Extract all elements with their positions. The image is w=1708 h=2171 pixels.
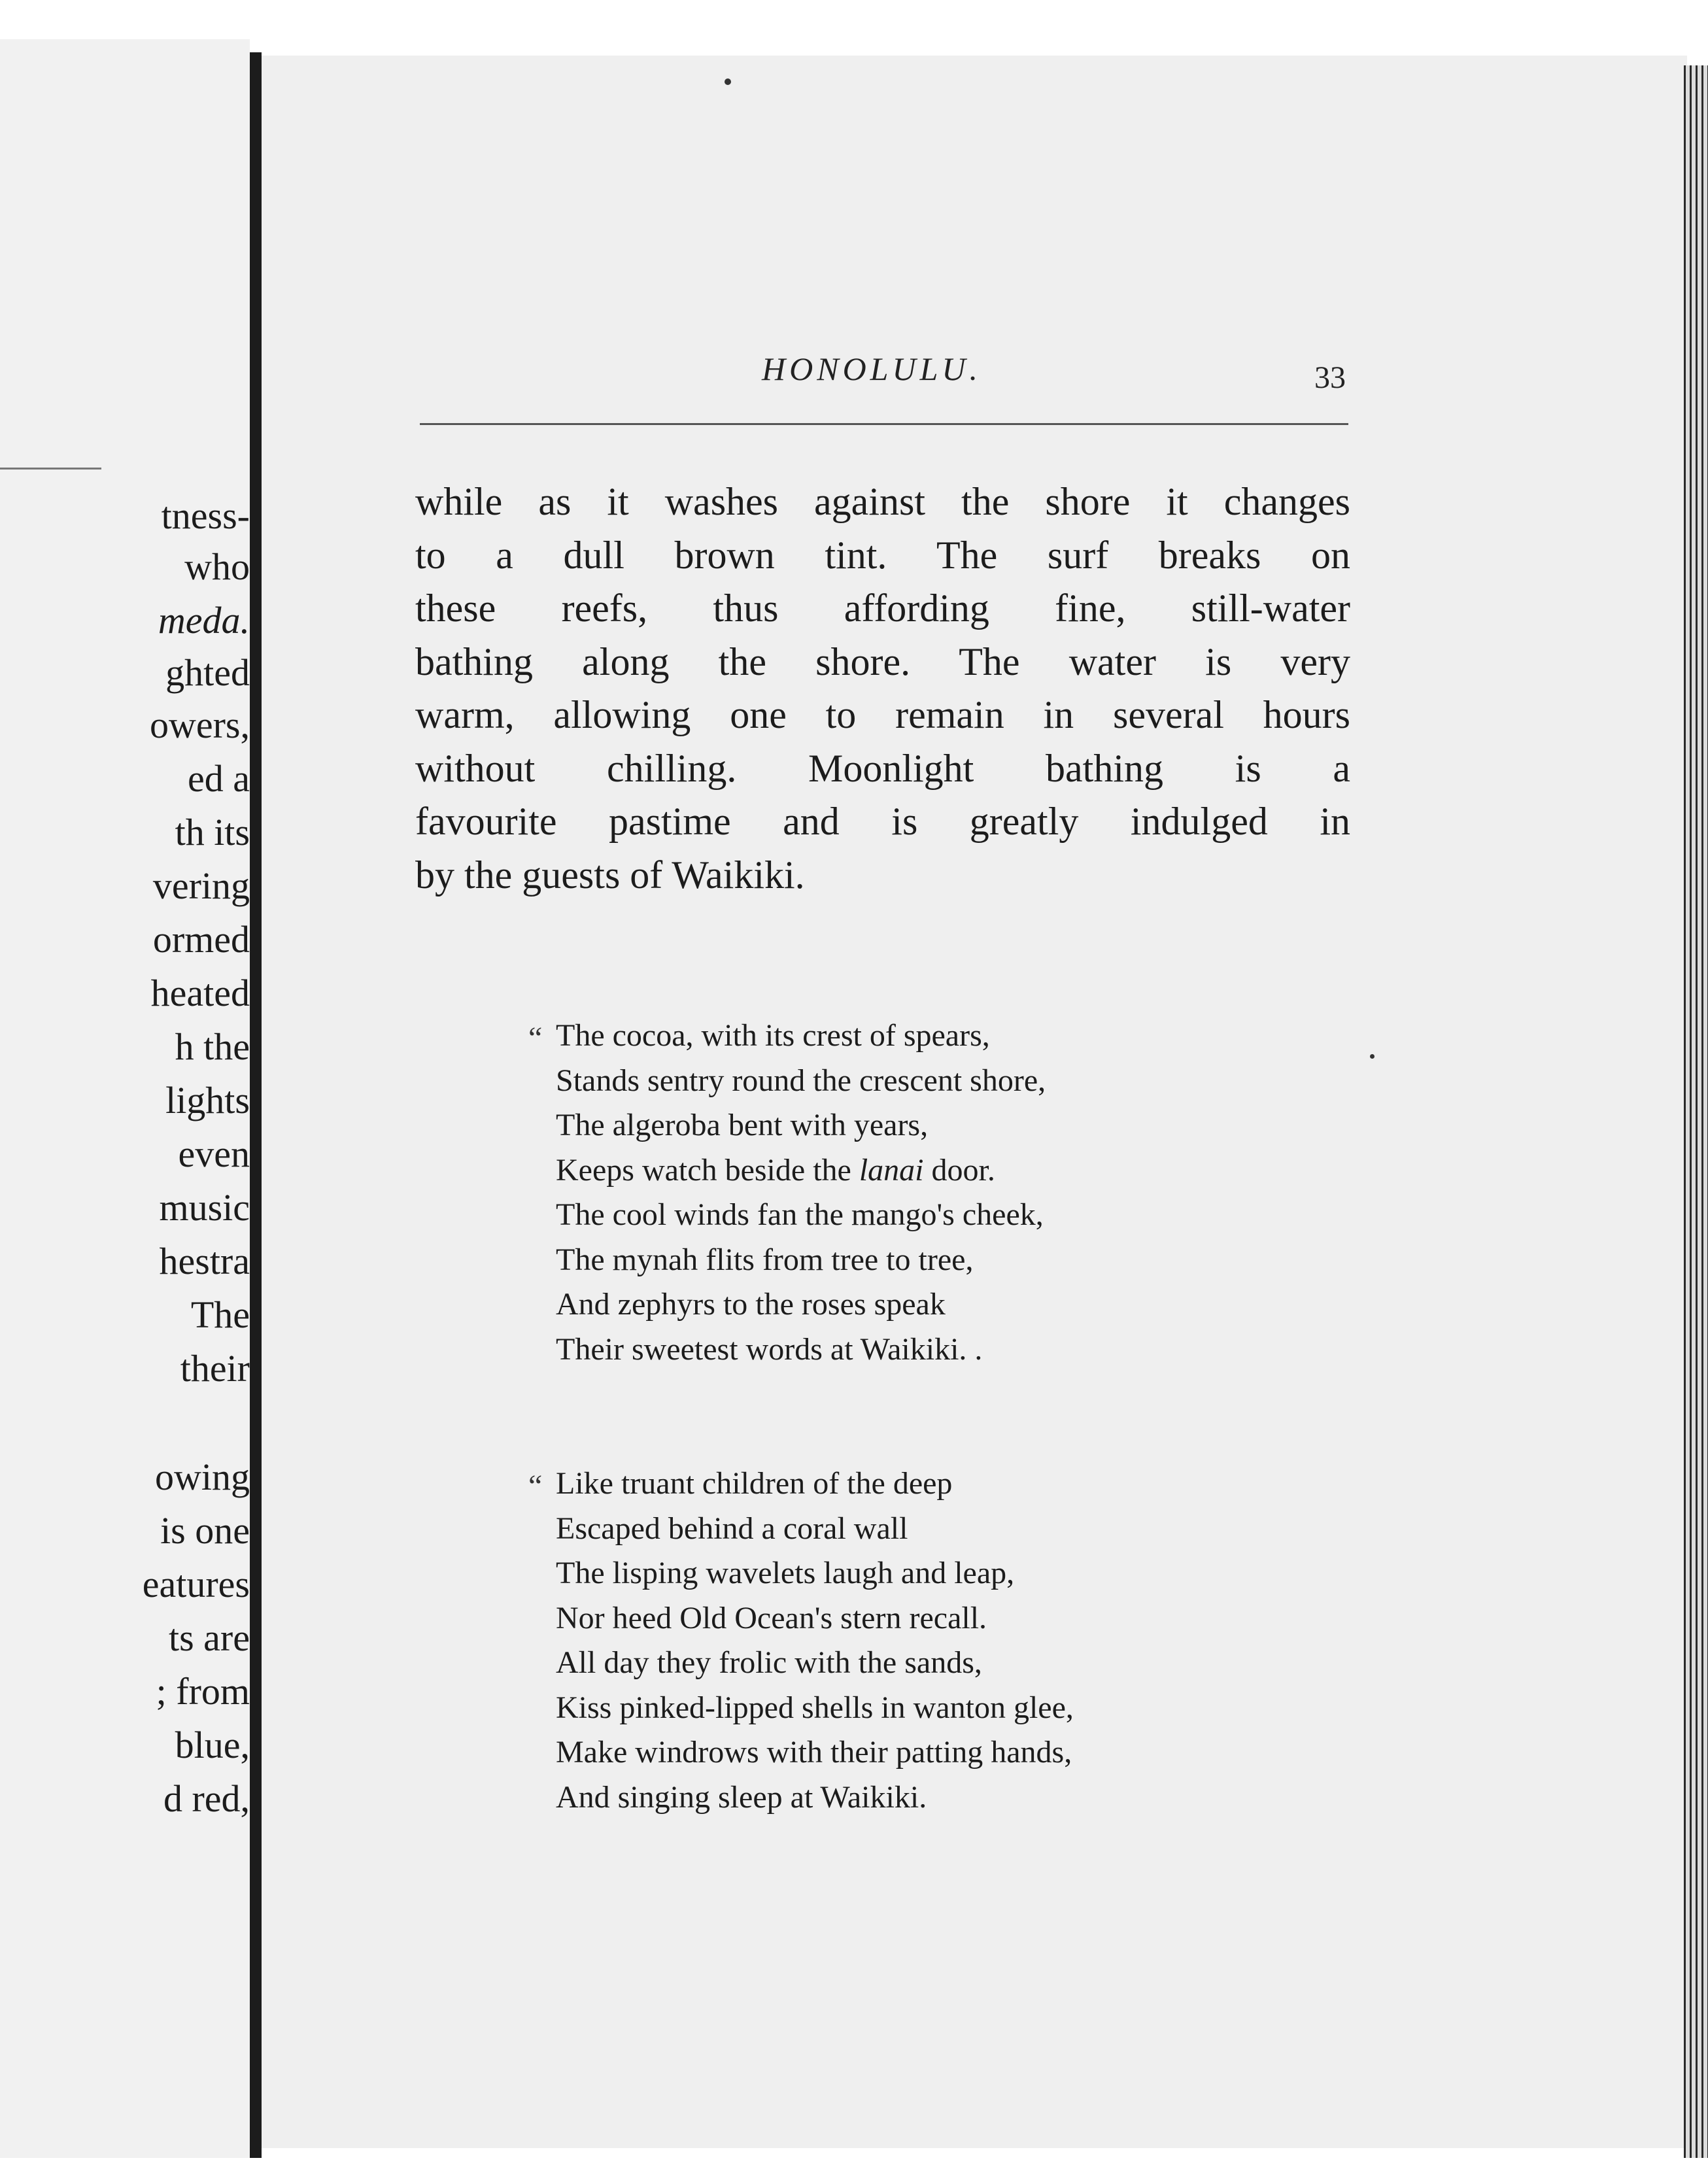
poem-line — [556, 1779, 927, 1815]
poem-line-text: Make windrows with their patting hands, — [556, 1735, 1072, 1769]
poem-italic-word: lanai — [859, 1152, 924, 1188]
poem-line — [556, 1152, 995, 1188]
left-page-line: owing — [155, 1456, 250, 1498]
paragraph-line: without chilling. Moonlight bathing is a — [415, 746, 1350, 790]
poem-line-text: Keeps watch beside the — [556, 1152, 859, 1188]
paragraph-line: bathing along the shore. The water is very — [415, 640, 1350, 683]
book-gutter — [250, 52, 262, 2158]
left-page-line: even — [178, 1133, 250, 1175]
poem-line-text: All day they frolic with the sands, — [556, 1645, 982, 1680]
left-page-line: meda. — [158, 599, 250, 641]
paragraph-line: favourite pastime and is greatly indulged in — [415, 800, 1350, 843]
left-page-line: eatures — [142, 1563, 250, 1605]
poem-line-text: Their sweetest words at Waikiki. . — [556, 1331, 983, 1367]
left-page-line: ; from — [156, 1670, 250, 1713]
left-page — [0, 39, 250, 2158]
poem-line-text: Like truant children of the deep — [556, 1466, 953, 1501]
poem-line — [556, 1647, 982, 1679]
poem-line — [556, 1289, 946, 1320]
poem-line-text: Escaped behind a coral wall — [556, 1511, 908, 1546]
print-speck — [725, 78, 731, 85]
poem-line-text: And singing sleep at Waikiki. — [556, 1779, 927, 1815]
left-page-line: ts are — [169, 1616, 250, 1659]
left-page-line: blue, — [175, 1724, 250, 1766]
poem-line — [556, 1110, 928, 1141]
left-page-line: h the — [175, 1025, 250, 1068]
left-page-line: ormed — [152, 918, 250, 961]
left-page-line: their — [180, 1347, 250, 1390]
poem-line — [556, 1244, 973, 1276]
page-edges — [1684, 65, 1708, 2158]
poem-line-text-end: door. — [923, 1152, 995, 1188]
left-page-line: music — [159, 1186, 250, 1229]
left-page-line: who — [184, 545, 250, 588]
poem-line — [556, 1065, 1046, 1097]
left-page-line: ghted — [165, 651, 250, 694]
paragraph-line: warm, allowing one to remain in several hours — [415, 693, 1350, 736]
poem-line-text: And zephyrs to the roses speak — [556, 1287, 946, 1322]
left-page-line: tness- — [161, 494, 250, 537]
left-page-line: owers, — [149, 704, 250, 746]
left-page-line: th its — [175, 811, 250, 853]
poem-line-text: Nor heed Old Ocean's stern recall. — [556, 1600, 987, 1635]
poem-line-text: The cocoa, with its crest of spears, — [556, 1018, 990, 1053]
left-page-line: is one — [160, 1509, 250, 1552]
poem-line-text: The algeroba bent with years, — [556, 1108, 929, 1142]
poem-line — [556, 1020, 990, 1051]
header-rule — [420, 423, 1348, 425]
poem-line — [556, 1737, 1072, 1768]
stanza-2-open-quote: “ — [528, 1469, 543, 1503]
left-page-line: heated — [150, 972, 250, 1014]
poem-line-text: Kiss pinked-lipped shells in wanton glee, — [556, 1690, 1074, 1725]
poem-line-text: The cool winds fan the mango's cheek, — [556, 1197, 1044, 1232]
left-page-header-rule — [0, 468, 101, 470]
poem-line — [556, 1600, 987, 1635]
paragraph-line: by the guests of Waikiki. — [415, 853, 805, 897]
left-page-line: The — [190, 1293, 250, 1336]
left-page-line: d red, — [163, 1777, 250, 1820]
left-page-line: hestra — [159, 1240, 250, 1282]
poem-line — [556, 1513, 908, 1545]
paragraph-line: while as it washes against the shore it changes — [415, 480, 1350, 523]
left-page-line: vering — [152, 864, 250, 907]
poem-line — [556, 1468, 952, 1499]
paragraph-line: these reefs, thus affording fine, still-water — [415, 587, 1350, 630]
stanza-1-open-quote: “ — [528, 1021, 543, 1055]
poem-line — [556, 1199, 1044, 1231]
paragraph-line: to a dull brown tint. The surf breaks on — [415, 533, 1350, 577]
running-head: HONOLULU. — [762, 350, 982, 387]
page-number: 33 — [1314, 360, 1346, 395]
poem-line — [556, 1558, 1014, 1589]
left-page-line: ed a — [188, 757, 250, 800]
poem-line — [556, 1331, 983, 1367]
poem-line — [556, 1692, 1074, 1724]
print-speck — [1370, 1054, 1375, 1059]
poem-line-text: The lisping wavelets laugh and leap, — [556, 1556, 1015, 1590]
poem-line-text: The mynah flits from tree to tree, — [556, 1242, 974, 1277]
left-page-line: lights — [165, 1079, 250, 1121]
poem-line-text: Stands sentry round the crescent shore, — [556, 1063, 1046, 1098]
